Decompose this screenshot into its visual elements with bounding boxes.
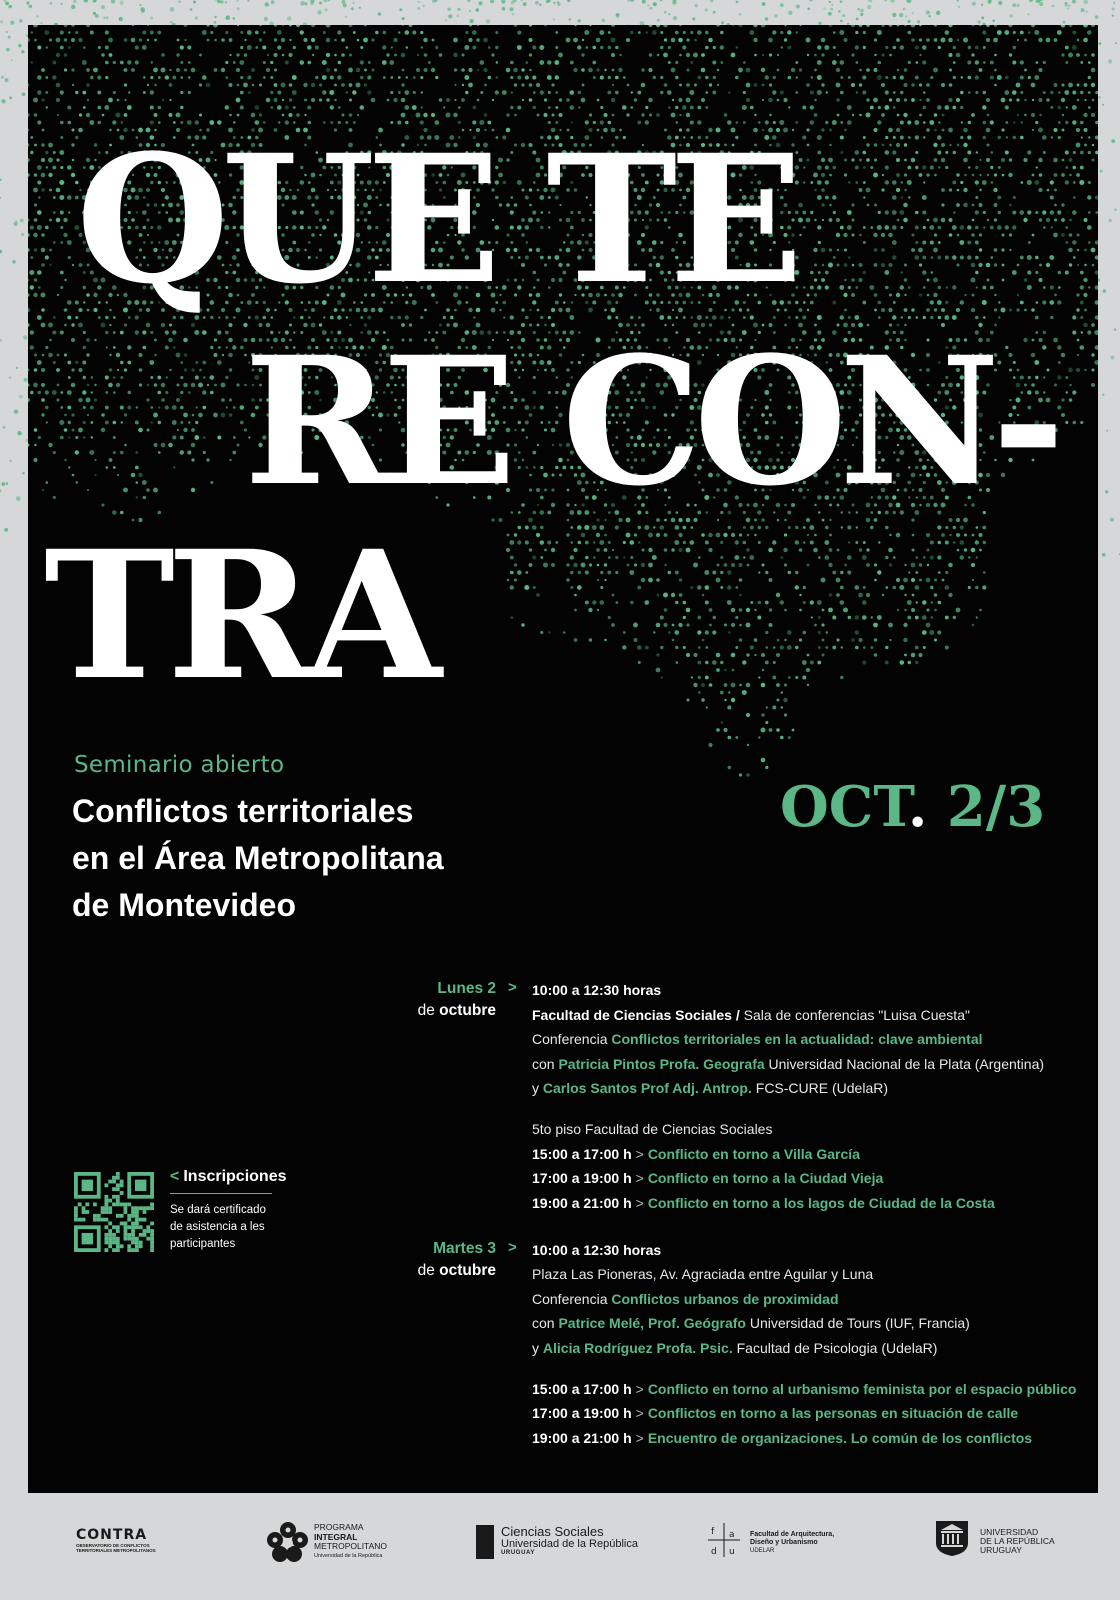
seminar-label: Seminario abierto [74, 752, 285, 778]
day-2-name: Martes 3 [433, 1240, 496, 1257]
seminar-title-line: en el Área Metropolitana [72, 840, 444, 876]
headline-line-2: RE CON- [244, 318, 1057, 525]
university-seal-icon [934, 1519, 970, 1557]
day-2-speaker-2: y Alicia Rodríguez Profa. Psic. Facultad de Psicologia (UdelaR) [532, 1340, 938, 1356]
day-2-session: 17:00 a 19:00 h > Conflictos en torno a las personas en situación de calle [532, 1405, 1019, 1421]
day-1-month: de octubre [417, 1002, 496, 1019]
day-2-time: 10:00 a 12:30 horas [532, 1242, 662, 1258]
day-1-session: 15:00 a 17:00 h > Conflicto en torno a Villa García [532, 1146, 860, 1162]
logo-bar [476, 1525, 494, 1559]
divider [170, 1193, 272, 1194]
day-1-session: 19:00 a 21:00 h > Conflicto en torno a los lagos de Ciudad de la Costa [532, 1195, 995, 1211]
day-1-time: 10:00 a 12:30 horas [532, 982, 662, 998]
sponsor-logos: CONTRA OBSERVATORIO DE CONFLICTOS TERRITORIALES METROPOLITANOS PROGRAMA INTEGRAL METROPOLITANO Universidad de la República Ciencias Sociales Universidad de la República URUGUAY f a d u Facultad de Arquitectura, Diseño y Urbanismo UDELAR UNIVERSIDAD DE LA REPÚBLICA URUGUAY [0, 1493, 1120, 1600]
day-1-name: Lunes 2 [437, 980, 496, 997]
day-1-speaker-1: con Patricia Pintos Profa. Geografa Universidad Nacional de la Plata (Argentina) [532, 1056, 1045, 1072]
registration-note: Se dará certificado de asistencia a les participantes [170, 1204, 266, 1250]
flower-icon [266, 1520, 310, 1564]
registration-qr-code[interactable] [74, 1172, 154, 1252]
day-1-arrow: > [508, 979, 517, 996]
logo-contra: CONTRA OBSERVATORIO DE CONFLICTOS TERRITORIALES METROPOLITANOS [76, 1527, 156, 1553]
day-2-month: de octubre [417, 1262, 496, 1279]
day-2-session: 15:00 a 17:00 h > Conflicto en torno al urbanismo feminista por el espacio público [532, 1381, 1077, 1397]
registration-block [170, 1168, 287, 1253]
day-2-venue: Plaza Las Pioneras, Av. Agraciada entre Aguilar y Luna [532, 1266, 874, 1282]
day-2-speaker-1: con Patrice Melé, Prof. Geógrafo Universidad de Tours (IUF, Francia) [532, 1315, 970, 1331]
date-dot: . [907, 774, 928, 840]
event-date [780, 774, 1045, 840]
day-2-arrow: > [508, 1239, 517, 1256]
day-1-speaker-2: y Carlos Santos Prof Adj. Antrop. FCS-CURE (UdelaR) [532, 1080, 888, 1096]
logo-programa-integral-metropolitano: PROGRAMA INTEGRAL METROPOLITANO Universidad de la República [266, 1520, 310, 1569]
registration-title: < Inscripciones [170, 1168, 287, 1185]
day-1-label [356, 978, 496, 1022]
fadu-grid-icon [708, 1523, 740, 1557]
date-days: 2/3 [946, 774, 1046, 840]
seminar-title-line: de Montevideo [72, 887, 297, 923]
day-1-venue: Facultad de Ciencias Sociales / Sala de conferencias "Luisa Cuesta" [532, 1007, 970, 1023]
headline-line-1: QUE TE [76, 116, 796, 323]
seminar-title [72, 788, 592, 929]
date-month: OCT [780, 774, 908, 840]
day-1-floor: 5to piso Facultad de Ciencias Sociales [532, 1121, 773, 1137]
day-1-session: 17:00 a 19:00 h > Conflicto en torno a la Ciudad Vieja [532, 1170, 884, 1186]
day-1-conference: Conferencia Conflictos territoriales en la actualidad: clave ambiental [532, 1031, 983, 1047]
headline-line-3: TRA [44, 512, 434, 719]
day-2-label [356, 1238, 496, 1282]
day-2-conference: Conferencia Conflictos urbanos de proximidad [532, 1291, 839, 1307]
seminar-title-line: Conflictos territoriales [72, 793, 414, 829]
day-2-session: 19:00 a 21:00 h > Encuentro de organizaciones. Lo común de los conflictos [532, 1430, 1033, 1446]
